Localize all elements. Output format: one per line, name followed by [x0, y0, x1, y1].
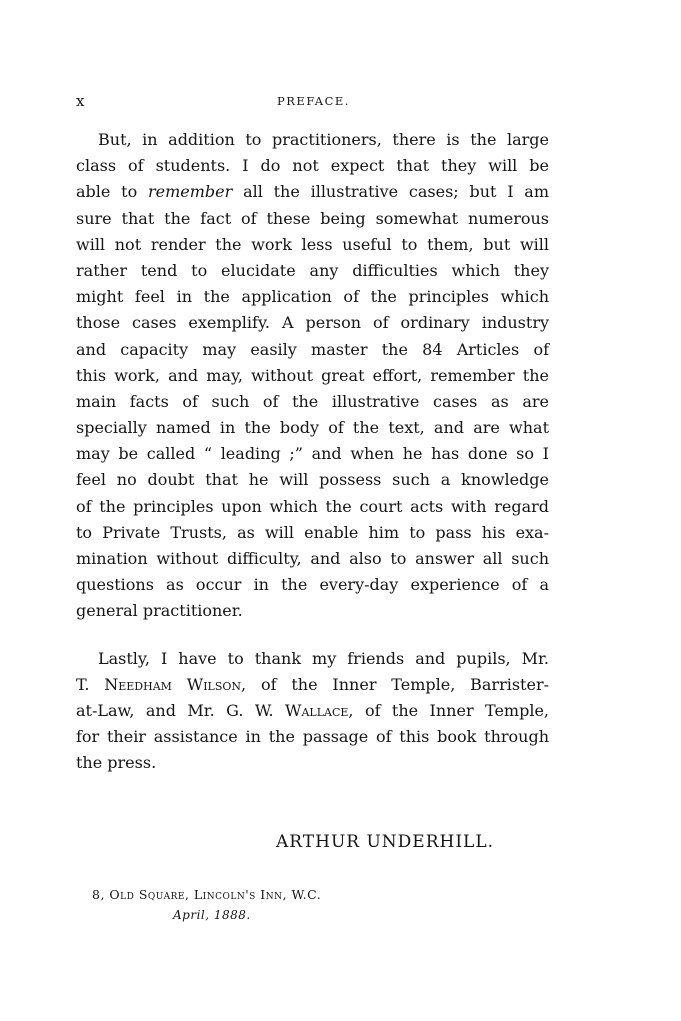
running-head — [76, 92, 551, 112]
text-line — [76, 179, 549, 205]
text-line: this work, and may, without great effort, remember the — [76, 365, 549, 385]
text-fragment: T. — [76, 674, 90, 694]
text-fragment: of the Inner Temple, — [364, 700, 550, 720]
text-fragment: able to — [76, 182, 138, 202]
address-postcode: W.C. — [291, 887, 322, 902]
text-fragment: all the illustrative cases; but I am — [243, 182, 549, 202]
preface-body — [76, 127, 549, 777]
text-line: for their assistance in the passage of this book through — [76, 727, 549, 747]
text-line — [76, 672, 549, 698]
text-line: the press. — [76, 753, 157, 773]
text-line: general practitioner. — [76, 601, 243, 621]
text-line: specially named in the body of the text, and are what — [76, 418, 549, 438]
page-number: x — [76, 92, 85, 110]
text-line: those cases exemplify. A person of ordinary industry — [76, 313, 549, 333]
paragraph-gap — [76, 625, 549, 646]
emphasis-remember: remember — [147, 182, 233, 202]
text-line: of the principles upon which the court acts with regard — [76, 496, 549, 516]
address-number: 8, — [92, 887, 105, 902]
text-line: will not render the work less useful to them, but will — [76, 234, 549, 254]
address-place: Old Square, Lincoln's Inn, — [109, 887, 287, 902]
text-line: main facts of such of the illustrative cases as are — [76, 391, 549, 411]
text-line: Lastly, I have to thank my friends and pupils, Mr. — [98, 648, 549, 668]
name-needham-wilson: Needham Wilson, — [104, 674, 247, 694]
author-address — [92, 887, 321, 902]
author-signature: ARTHUR UNDERHILL. — [276, 832, 495, 852]
name-wallace: Wallace, — [285, 700, 354, 720]
text-line — [76, 698, 549, 724]
preface-date — [173, 908, 251, 922]
text-line: feel no doubt that he will possess such a knowledge — [76, 470, 549, 490]
text-line: mination without difficulty, and also to answer all such — [76, 549, 549, 568]
text-line: to Private Trusts, as will enable him to pass his exa- — [76, 522, 549, 542]
text-line: and capacity may easily master the 84 Articles of — [76, 339, 549, 359]
text-line: class of students. I do not expect that they will be — [76, 156, 549, 176]
text-line: questions as occur in the every-day experience of a — [76, 575, 549, 595]
text-fragment: at-Law, and Mr. G. W. — [76, 700, 274, 720]
text-line: But, in addition to practitioners, there is the large — [98, 130, 549, 149]
text-line: rather tend to elucidate any difficulties which they — [76, 260, 549, 280]
text-line: might feel in the application of the principles which — [76, 287, 549, 307]
date-text: April, 1888. — [173, 908, 251, 922]
text-fragment: of the Inner Temple, Barrister- — [260, 674, 550, 694]
running-title: PREFACE. — [277, 94, 350, 108]
text-line: sure that the fact of these being somewhat numerous — [76, 208, 549, 228]
text-line: may be called “ leading ;” and when he has done so I — [76, 444, 549, 464]
